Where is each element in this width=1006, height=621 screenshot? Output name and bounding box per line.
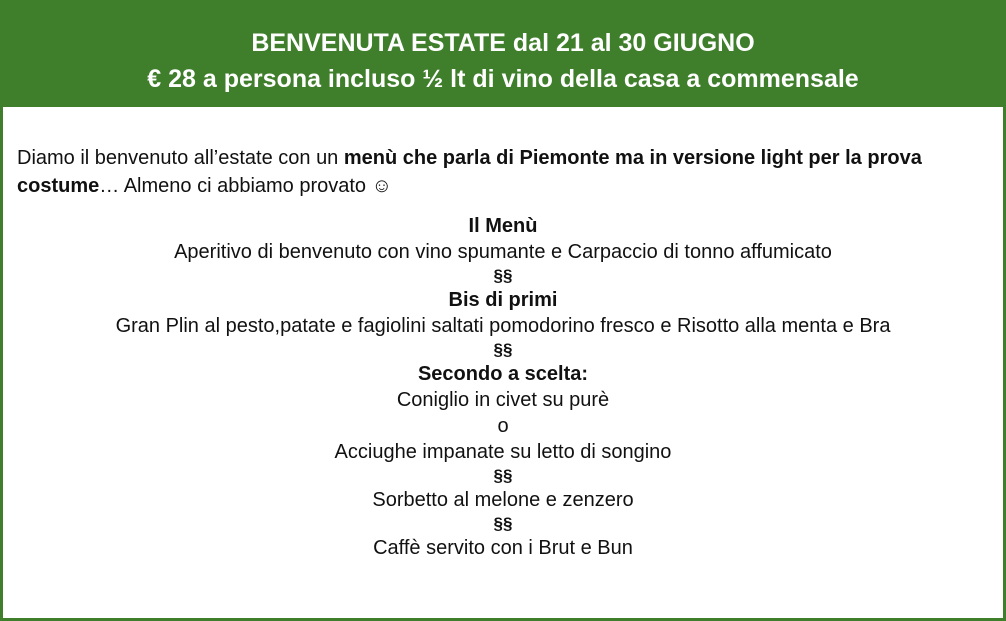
menu-list — [3, 213, 1003, 561]
header-price: € 28 a persona incluso ½ lt di vino della casa a commensale — [147, 65, 859, 93]
intro-text-bold: menù che parla di Piemonte ma in versione light per la prova costume — [17, 147, 922, 197]
separator: §§ — [493, 466, 513, 485]
separator: §§ — [493, 266, 513, 285]
aperitivo-item: Aperitivo di benvenuto con vino spumante e Carpaccio di tonno affumicato — [174, 241, 832, 263]
separator: §§ — [493, 514, 513, 533]
intro-text-start: Diamo il benvenuto all’estate con un — [17, 147, 344, 169]
menu-title: Il Menù — [468, 215, 538, 237]
primi-item: Gran Plin al pesto,patate e fagiolini saltati pomodorino fresco e Risotto alla menta e Bra — [115, 315, 891, 337]
secondo-option-2: Acciughe impanate su letto di songino — [334, 441, 672, 463]
secondo-heading: Secondo a scelta: — [417, 363, 589, 385]
header-banner — [3, 3, 1003, 107]
dessert-item: Sorbetto al melone e zenzero — [372, 489, 634, 511]
bis-di-primi-heading: Bis di primi — [448, 289, 558, 311]
secondo-option-1: Coniglio in civet su purè — [396, 389, 610, 411]
caffe-item: Caffè servito con i Brut e Bun — [373, 537, 633, 559]
intro-paragraph — [17, 144, 967, 200]
secondo-or: o — [497, 415, 509, 437]
intro-text-end: … Almeno ci abbiamo provato ☺ — [99, 175, 393, 197]
header-title: BENVENUTA ESTATE dal 21 al 30 GIUGNO — [251, 29, 755, 57]
separator: §§ — [493, 340, 513, 359]
